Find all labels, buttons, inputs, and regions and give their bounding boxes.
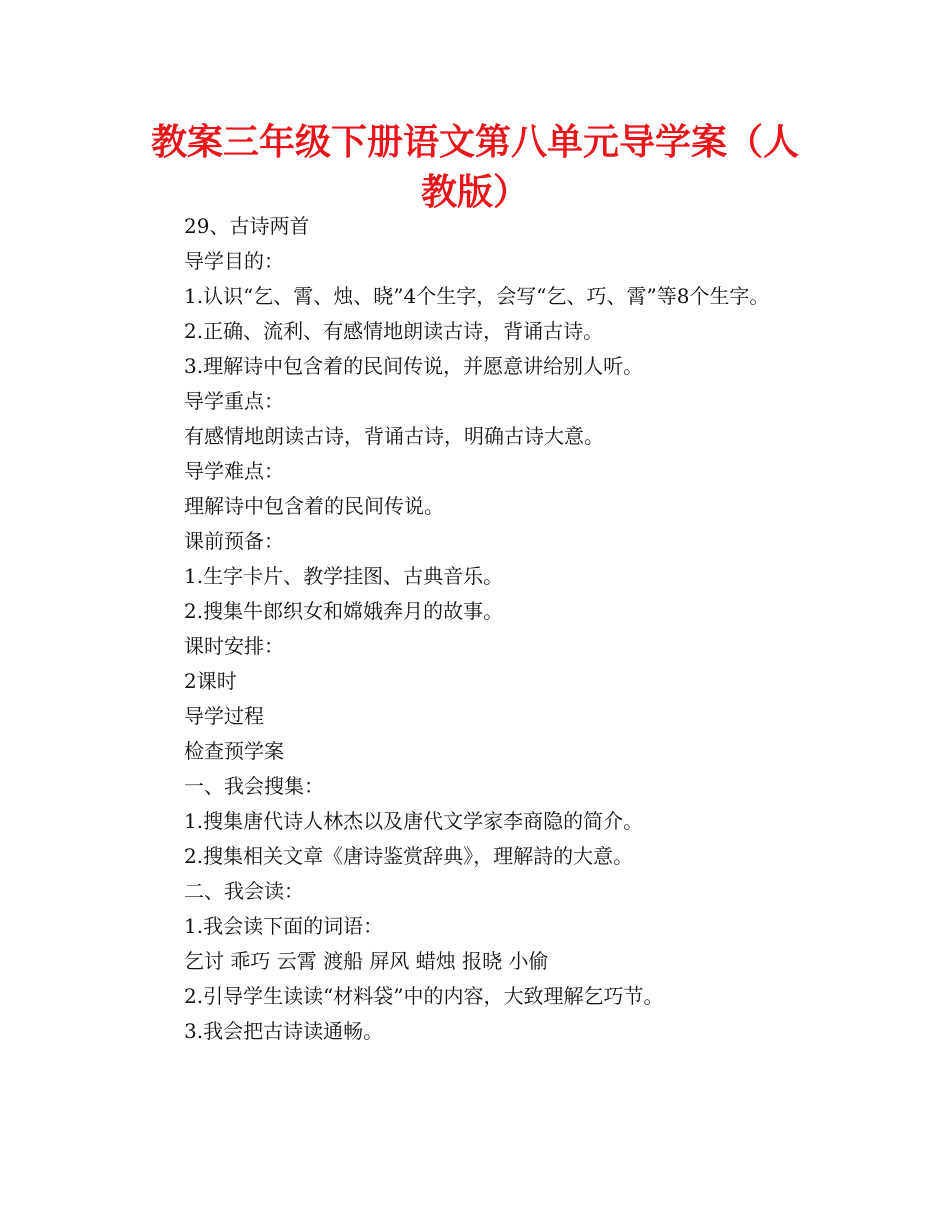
part-heading-collect: 一、我会搜集： [184,774,324,798]
section-heading-key-points: 导学重点： [184,389,284,413]
document-body [140,209,815,1049]
section-heading-schedule: 课时安排： [184,634,284,658]
key-points-text: 有感情地朗读古诗，背诵古诗，明确古诗大意。 [184,424,604,448]
objective-item-1: 1.认识“乞、霄、烛、晓”4个生字，会写“乞、巧、霄”等8个生字。 [184,284,770,308]
collect-item-1: 1.搜集唐代诗人林杰以及唐代文学家李商隐的简介。 [184,809,644,833]
section-heading-objectives: 导学目的： [184,249,284,273]
preparation-item-2: 2.搜集牛郎织女和嫦娥奔月的故事。 [184,599,504,623]
vocabulary-list: 乞讨 乖巧 云霄 渡船 屏风 蜡烛 报晓 小偷 [184,949,549,973]
preparation-item-1: 1.生字卡片、教学挂图、古典音乐。 [184,564,504,588]
document-title: 教案三年级下册语文第八单元导学案（人教版） [150,122,799,213]
lesson-heading: 29、古诗两首 [184,214,310,238]
section-heading-process: 导学过程 [184,704,264,728]
section-heading-difficulties: 导学难点： [184,459,284,483]
read-item-2: 2.引导学生读读“材料袋”中的内容，大致理解乞巧节。 [184,984,664,1008]
part-heading-read: 二、我会读： [184,879,304,903]
objective-item-3: 3.理解诗中包含着的民间传说，并愿意讲给别人听。 [184,354,644,378]
section-heading-preparation: 课前预备： [184,529,284,553]
collect-item-2: 2.搜集相关文章《唐诗鉴赏辞典》，理解詩的大意。 [184,844,634,868]
subsection-heading-check: 检查预学案 [184,739,284,763]
read-item-3: 3.我会把古诗读通畅。 [184,1019,384,1043]
difficulties-text: 理解诗中包含着的民间传说。 [184,494,444,518]
read-item-1: 1.我会读下面的词语： [184,914,384,938]
schedule-text: 2课时 [184,669,237,693]
objective-item-2: 2.正确、流利、有感情地朗读古诗，背诵古诗。 [184,319,604,343]
